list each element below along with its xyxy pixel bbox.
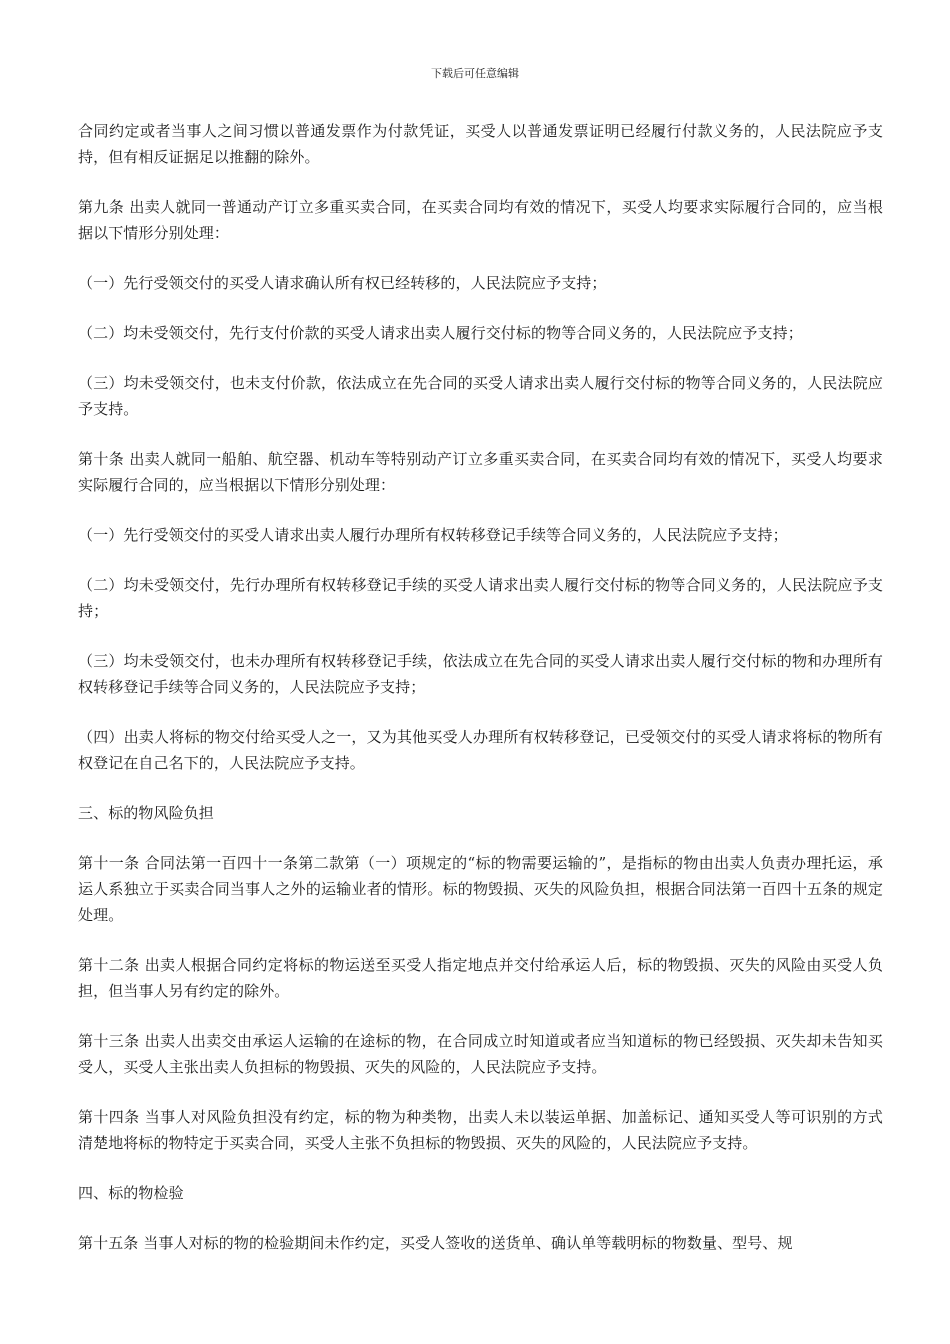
paragraph-article-9-item-1: （一）先行受领交付的买受人请求确认所有权已经转移的，人民法院应予支持； [78, 274, 607, 292]
paragraph-article-12: 第十二条 出卖人根据合同约定将标的物运送至买受人指定地点并交付给承运人后，标的物毁损、灭失的风险由买受人负担，但当事人另有约定的除外。 [78, 956, 883, 1000]
paragraph-article-15: 第十五条 当事人对标的物的检验期间未作约定，买受人签收的送货单、确认单等载明标的物数量、型号、规 [78, 1234, 793, 1252]
paragraph-article-10-item-1: （一）先行受领交付的买受人请求出卖人履行办理所有权转移登记手续等合同义务的，人民法院应予支持； [78, 526, 788, 544]
paragraph-article-10-item-4: （四）出卖人将标的物交付给买受人之一，又为其他买受人办理所有权转移登记，已受领交付的买受人请求将标的物所有权登记在自己名下的，人民法院应予支持。 [78, 728, 883, 772]
paragraph-article-10: 第十条 出卖人就同一船舶、航空器、机动车等特别动产订立多重买卖合同，在买卖合同均有效的情况下，买受人均要求实际履行合同的，应当根据以下情形分别处理： [78, 450, 883, 494]
paragraph-article-11: 第十一条 合同法第一百四十一条第二款第（一）项规定的“标的物需要运输的”，是指标的物由出卖人负责办理托运，承运人系独立于买卖合同当事人之外的运输业者的情形。标的物毁损、灭失的风险负担，根据合同法第一百四十五条的规定处理。 [78, 854, 883, 924]
paragraph-article-13: 第十三条 出卖人出卖交由承运人运输的在途标的物，在合同成立时知道或者应当知道标的物已经毁损、灭失却未告知买受人，买受人主张出卖人负担标的物毁损、灭失的风险的，人民法院应予支持。 [78, 1032, 883, 1076]
paragraph-article-10-item-3: （三）均未受领交付，也未办理所有权转移登记手续，依法成立在先合同的买受人请求出卖人履行交付标的物和办理所有权转移登记手续等合同义务的，人民法院应予支持； [78, 652, 883, 696]
paragraph-article-9: 第九条 出卖人就同一普通动产订立多重买卖合同，在买卖合同均有效的情况下，买受人均要求实际履行合同的，应当根据以下情形分别处理： [78, 198, 883, 242]
section-heading-inspection: 四、标的物检验 [78, 1184, 184, 1202]
paragraph-article-14: 第十四条 当事人对风险负担没有约定，标的物为种类物，出卖人未以装运单据、加盖标记、通知买受人等可识别的方式清楚地将标的物特定于买卖合同，买受人主张不负担标的物毁损、灭失的风险的，人民法院应予支持。 [78, 1108, 883, 1152]
paragraph-article-10-item-2: （二）均未受领交付，先行办理所有权转移登记手续的买受人请求出卖人履行交付标的物等合同义务的，人民法院应予支持； [78, 576, 883, 620]
section-heading-risk: 三、标的物风险负担 [78, 804, 214, 822]
paragraph-article-9-item-2: （二）均未受领交付，先行支付价款的买受人请求出卖人履行交付标的物等合同义务的，人民法院应予支持； [78, 324, 803, 342]
paragraph-payment-invoice: 合同约定或者当事人之间习惯以普通发票作为付款凭证，买受人以普通发票证明已经履行付款义务的，人民法院应予支持，但有相反证据足以推翻的除外。 [78, 122, 883, 166]
paragraph-article-9-item-3: （三）均未受领交付，也未支付价款，依法成立在先合同的买受人请求出卖人履行交付标的物等合同义务的，人民法院应予支持。 [78, 374, 883, 418]
document-body [78, 118, 883, 1280]
header-note: 下载后可任意编辑 [431, 67, 519, 80]
